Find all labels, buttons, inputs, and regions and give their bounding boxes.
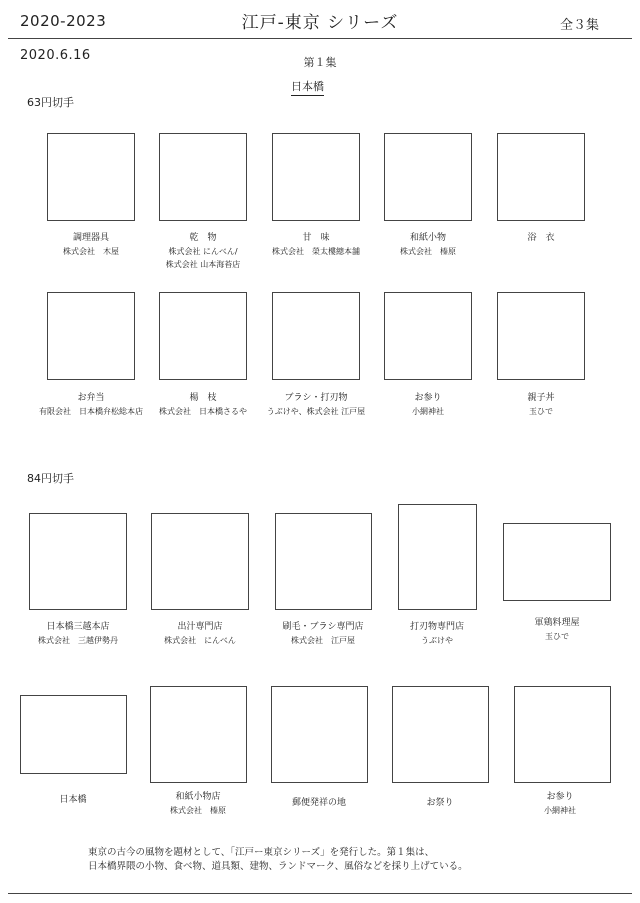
series-years: 2020-2023	[20, 12, 107, 30]
stamp-title: 楊 枝	[189, 393, 217, 403]
stamp-box	[271, 686, 368, 783]
stamp-box	[47, 133, 135, 221]
stamp-company: 小網神社	[412, 407, 444, 416]
stamp-company-2: 株式会社 山本海苔店	[165, 260, 241, 269]
stamp-title: 親子丼	[527, 393, 555, 403]
stamp-caption	[490, 791, 630, 817]
description-line-1: 東京の古今の風物を題材として、「江戸ー東京シリーズ」を発行した。第１集は、	[88, 847, 435, 858]
stamp-box	[384, 133, 472, 221]
stamp-company: 株式会社 江戸屋	[291, 636, 355, 645]
stamp-title: 軍鶏料理屋	[534, 618, 580, 628]
stamp-title: お弁当	[77, 393, 105, 403]
stamp-box	[20, 695, 127, 774]
stamp-title: 出汁専門店	[177, 622, 223, 632]
stamp-caption	[3, 794, 143, 807]
section-84-yen: 84円切手	[27, 472, 74, 485]
stamp-title: 和紙小物	[409, 233, 446, 243]
stamp-company: 株式会社 榛原	[170, 806, 226, 815]
set-total: 全３集	[560, 18, 600, 33]
stamp-title: 日本橋	[59, 795, 87, 805]
stamp-title: お祭り	[426, 798, 454, 808]
stamp-company: 小網神社	[544, 806, 576, 815]
stamp-caption	[487, 617, 627, 643]
set-name: 日本橋	[291, 78, 324, 96]
stamp-box	[159, 133, 247, 221]
stamp-caption	[128, 791, 268, 817]
stamp-caption	[130, 621, 270, 647]
stamp-box	[272, 292, 360, 380]
stamp-company: 株式会社 にんべん	[164, 636, 236, 645]
stamp-box	[150, 686, 247, 783]
stamp-box	[398, 504, 477, 610]
stamp-company: 株式会社 にんべん/	[168, 247, 238, 256]
stamp-title: 刷毛・ブラシ専門店	[282, 622, 364, 632]
stamp-title: お参り	[414, 393, 442, 403]
stamp-title: 浴 衣	[527, 233, 555, 243]
stamp-caption	[370, 797, 510, 810]
stamp-box	[503, 523, 611, 601]
stamp-box	[384, 292, 472, 380]
stamp-company: 有限会社 日本橋弁松総本店	[39, 407, 143, 416]
stamp-company: 株式会社 榛原	[400, 247, 456, 256]
stamp-caption	[249, 797, 389, 810]
series-title: 江戸-東京 シリーズ	[241, 13, 399, 33]
stamp-title: お参り	[546, 792, 574, 802]
footer-rule	[8, 893, 632, 894]
stamp-box	[29, 513, 127, 610]
stamp-caption	[471, 392, 611, 418]
stamp-title: ブラシ・打刃物	[284, 393, 348, 403]
stamp-box	[514, 686, 611, 783]
stamp-title: 打刃物専門店	[409, 622, 464, 632]
stamp-caption	[471, 232, 611, 245]
stamp-title: 調理器具	[72, 233, 109, 243]
stamp-company: 株式会社 三越伊勢丹	[38, 636, 118, 645]
stamp-company: 株式会社 日本橋さるや	[159, 407, 247, 416]
description-line-2: 日本橋界隈の小物、食べ物、道具類、建物、ランドマーク、風俗などを採り上げている。	[88, 861, 468, 872]
stamp-box	[272, 133, 360, 221]
stamp-title: 日本橋三越本店	[46, 622, 110, 632]
stamp-box	[497, 133, 585, 221]
stamp-box	[497, 292, 585, 380]
set-number: 第１集	[303, 56, 337, 69]
stamp-company: 株式会社 榮太樓總本舗	[272, 247, 360, 256]
stamp-company: 株式会社 木屋	[63, 247, 119, 256]
stamp-box	[392, 686, 489, 783]
header-rule	[8, 38, 632, 39]
stamp-title: 甘 味	[302, 233, 330, 243]
stamp-box	[47, 292, 135, 380]
stamp-caption	[367, 621, 507, 647]
stamp-company: うぶけや、株式会社 江戸屋	[266, 407, 366, 416]
stamp-company: うぶけや	[421, 636, 453, 645]
issue-date: 2020.6.16	[20, 48, 91, 63]
stamp-title: 乾 物	[189, 233, 217, 243]
stamp-caption	[8, 621, 148, 647]
stamp-title: 郵便発祥の地	[291, 798, 346, 808]
stamp-box	[159, 292, 247, 380]
section-63-yen: 63円切手	[27, 96, 74, 109]
stamp-company: 玉ひで	[529, 407, 553, 416]
stamp-company: 玉ひで	[545, 632, 569, 641]
stamp-title: 和紙小物店	[175, 792, 221, 802]
description	[88, 846, 608, 874]
stamp-box	[151, 513, 249, 610]
stamp-box	[275, 513, 372, 610]
